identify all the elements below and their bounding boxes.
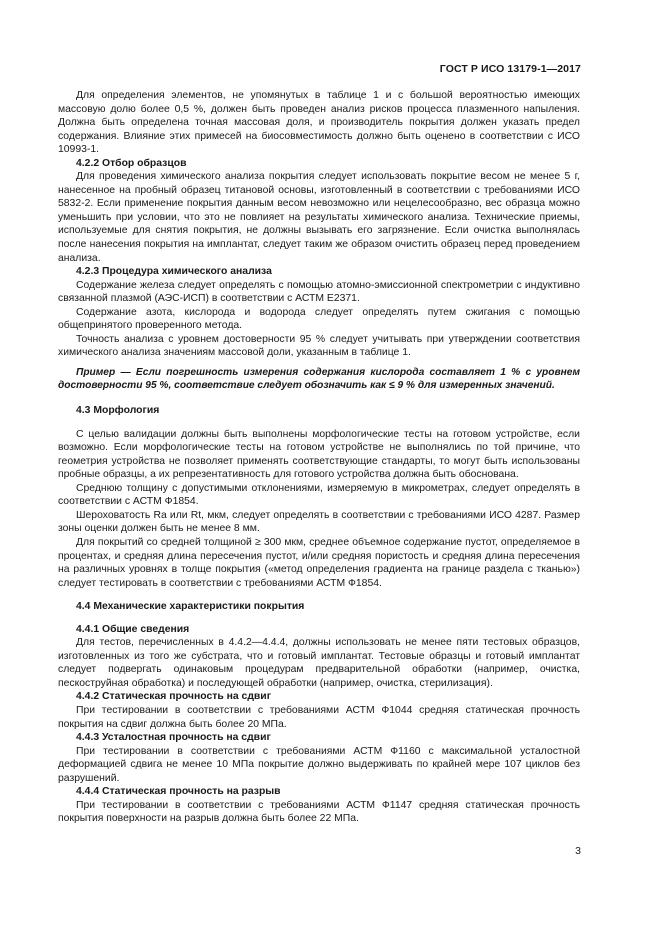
paragraph-iron: Содержание железа следует определять с помощью атомно-эмиссионной спектрометрии с индуктивно связанной плазмой (АЭС-ИСП) в соответствии с АСТМ Е2371. (58, 279, 580, 305)
heading-4-4-1: 4.4.1 Общие сведения (76, 623, 190, 635)
heading-4-4: 4.4 Механические характеристики покрытия (76, 601, 305, 613)
paragraph-impurities: Для определения элементов, не упомянутых в таблице 1 и с большой вероятностью имеющих массовую долю более 0,5 %, должен быть проведен анализ рисков процесса плазменного напыления. Должна быть определена точная массовая доля, и производитель покрытия должен указать предел содержания. Влияние этих примесей на биосовместимость должно быть оценено в соответствии с ИСО 10993-1. (58, 90, 580, 156)
page-number: 3 (575, 845, 581, 857)
paragraph-morphology: С целью валидации должны быть выполнены морфологические тесты на готовом устройстве, если возможно. Если морфологические тесты на готовом устройстве не выполнялись по той причине, что геометрия устройства не позволяет применять соответствующие стандарты, то могут быть использованы пробные образцы, а их репрезентативность для готового устройства должна быть обоснована. (58, 428, 580, 481)
document-header: ГОСТ Р ИСО 13179-1—2017 (439, 63, 581, 75)
paragraph-voids: Для покрытий со средней толщиной ≥ 300 мкм, среднее объемное содержание пустот, определяемое в процентах, и средняя длина пересечения пустот, и/или средняя пористость и средняя длина пересечения на различных уровнях в толще покрытия («метод определения градиента на границе раздела с тканью») следует тестировать в соответствии с требованиями АСТМ Ф1854. (58, 536, 580, 589)
paragraph-sampling: Для проведения химического анализа покрытия следует использовать покрытие весом не менее 5 г, нанесенное на пробный образец титановой основы, изготовленный в соответствии с требованиями ИСО 5832-2. Если применение покрытия данным весом невозможно или нецелесообразно, вес образца можно уменьшить при условии, что это не повлияет на результаты химического анализа. Технические приемы, используемые для снятия покрытия, не должны вызывать его загрязнение. Если очистка выполнялась после нанесения покрытия на имплантат, следует таким же образом очистить образец перед проведением анализа. (58, 171, 580, 264)
heading-4-2-2: 4.2.2 Отбор образцов (76, 157, 187, 169)
heading-4-4-2: 4.4.2 Статическая прочность на сдвиг (76, 691, 272, 703)
paragraph-roughness: Шероховатость Ra или Rt, мкм, следует определять в соответствии с требованиями ИСО 4287. Размер зоны оценки должен быть не менее 8 мм. (58, 509, 580, 535)
paragraph-thickness: Среднюю толщину с допустимыми отклонениями, измеряемую в микрометрах, следует определять в соответствии с АСТМ Ф1854. (58, 482, 580, 508)
paragraph-accuracy: Точность анализа с уровнем достоверности 95 % следует учитывать при утверждении соответствия химического анализа значениям массовой доли, указанным в таблице 1. (58, 333, 580, 359)
paragraph-general: Для тестов, перечисленных в 4.4.2—4.4.4, должны использовать не менее пяти тестовых образцов, изготовленных из того же субстрата, что и готовый имплантат. Тестовые образцы и готовый имплантат следует подвергать одинаковым процедурам предварительной обработки (например, очистка, пескоструйная обработка) и последующей обработки (например, очистка, стерилизация). (58, 637, 580, 689)
example-note: Пример — Если погрешность измерения содержания кислорода составляет 1 % с уровнем достоверности 95 %, соответствие следует обозначить как ≤ 9 % для измеренных значений. (58, 366, 580, 392)
paragraph-tensile: При тестировании в соответствии с требованиями АСТМ Ф1147 средняя статическая прочность покрытия поверхности на разрыв должна быть более 22 МПа. (58, 799, 580, 825)
heading-4-4-3: 4.4.3 Усталостная прочность на сдвиг (76, 732, 271, 744)
paragraph-fatigue: При тестировании в соответствии с требованиями АСТМ Ф1160 с максимальной усталостной деформацией сдвига не менее 10 МПа покрытие должно выдерживать по крайней мере 107 циклов без разрушений. (58, 745, 580, 784)
paragraph-nitrogen: Содержание азота, кислорода и водорода следует определять путем сжигания с помощью общепринятого проверенного метода. (58, 306, 580, 332)
heading-4-3: 4.3 Морфология (76, 405, 160, 417)
heading-4-4-4: 4.4.4 Статическая прочность на разрыв (76, 786, 281, 798)
paragraph-shear: При тестировании в соответствии с требованиями АСТМ Ф1044 средняя статическая прочность покрытия на сдвиг должна быть более 20 МПа. (58, 704, 580, 730)
document-body (58, 89, 580, 826)
heading-4-2-3: 4.2.3 Процедура химического анализа (76, 266, 272, 278)
